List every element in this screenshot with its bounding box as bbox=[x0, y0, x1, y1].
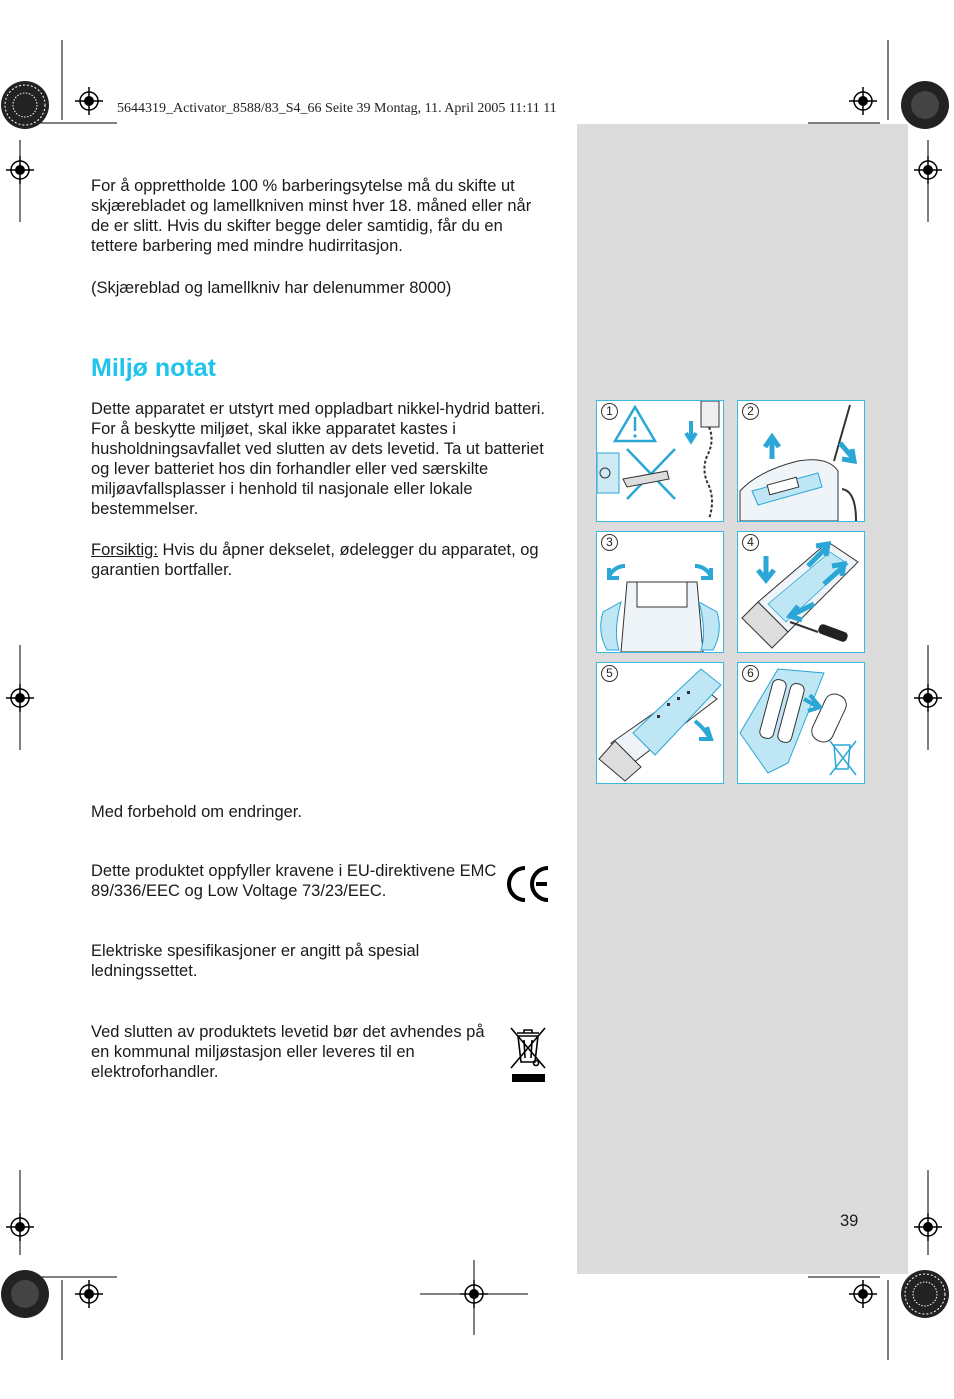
part-number-note: (Skjæreblad og lamellkniv har delenummer 8000) bbox=[91, 279, 452, 297]
caution-text: Hvis du åpner dekselet, ødelegger du apparatet, og garantien bortfaller. bbox=[91, 541, 539, 579]
page-number: 39 bbox=[840, 1212, 859, 1230]
caution-paragraph bbox=[91, 540, 551, 580]
intro-paragraph bbox=[91, 176, 546, 256]
figure-2-open-head bbox=[737, 400, 865, 522]
figure-3-number: 3 bbox=[601, 534, 618, 551]
figure-4-unscrew bbox=[737, 531, 865, 653]
figure-6-dispose-battery bbox=[737, 662, 865, 784]
figure-5-number: 5 bbox=[601, 665, 618, 682]
figure-5-remove-board bbox=[596, 662, 724, 784]
crossed-out-bin-icon bbox=[508, 1024, 548, 1084]
print-header: 5644319_Activator_8588/83_S4_66 Seite 39 Montag, 11. April 2005 11:11 11 bbox=[117, 101, 557, 116]
figure-6-number: 6 bbox=[742, 665, 759, 682]
eu-compliance-notice: Dette produktet oppfyller kravene i EU-direktivene EMC 89/336/EEC og Low Voltage 73/23/EEC. bbox=[91, 862, 497, 900]
figure-1-unplug bbox=[596, 400, 724, 522]
figure-1-number: 1 bbox=[601, 403, 618, 420]
electrical-specs-notice: Elektriske spesifikasjoner er angitt på spesial ledningssettet. bbox=[91, 942, 420, 980]
intro-text: For å opprettholde 100 % barberingsytelse må du skifte ut skjærebladet og lamellkniven minst hver 18. måned eller når de er slitt. Hvis du skifter begge deler samtidig, får du en tettere barbering med mindre hudirritasjon. bbox=[91, 177, 532, 255]
environment-paragraph: Dette apparatet er utstyrt med oppladbart nikkel-hydrid batteri. For å beskytte miljøet, skal ikke apparatet kastes i husholdningsavfallet ved slutten av dets levetid. Ta ut batteriet og lever batteriet hos din forhandler eller ved særskilte miljøavfallsplasser i henhold til nasjonale eller lokale bestemmelser. bbox=[91, 400, 545, 518]
figure-4-number: 4 bbox=[742, 534, 759, 551]
disposal-notice: Ved slutten av produktets levetid bør det avhendes på en kommunal miljøstasjon eller leveres til en elektroforhandler. bbox=[91, 1023, 485, 1081]
section-heading: Miljø notat bbox=[91, 354, 216, 382]
ce-mark-icon bbox=[506, 864, 550, 904]
changes-notice: Med forbehold om endringer. bbox=[91, 803, 302, 821]
caution-label: Forsiktig: bbox=[91, 541, 158, 559]
figure-3-remove-frame bbox=[596, 531, 724, 653]
figure-2-number: 2 bbox=[742, 403, 759, 420]
